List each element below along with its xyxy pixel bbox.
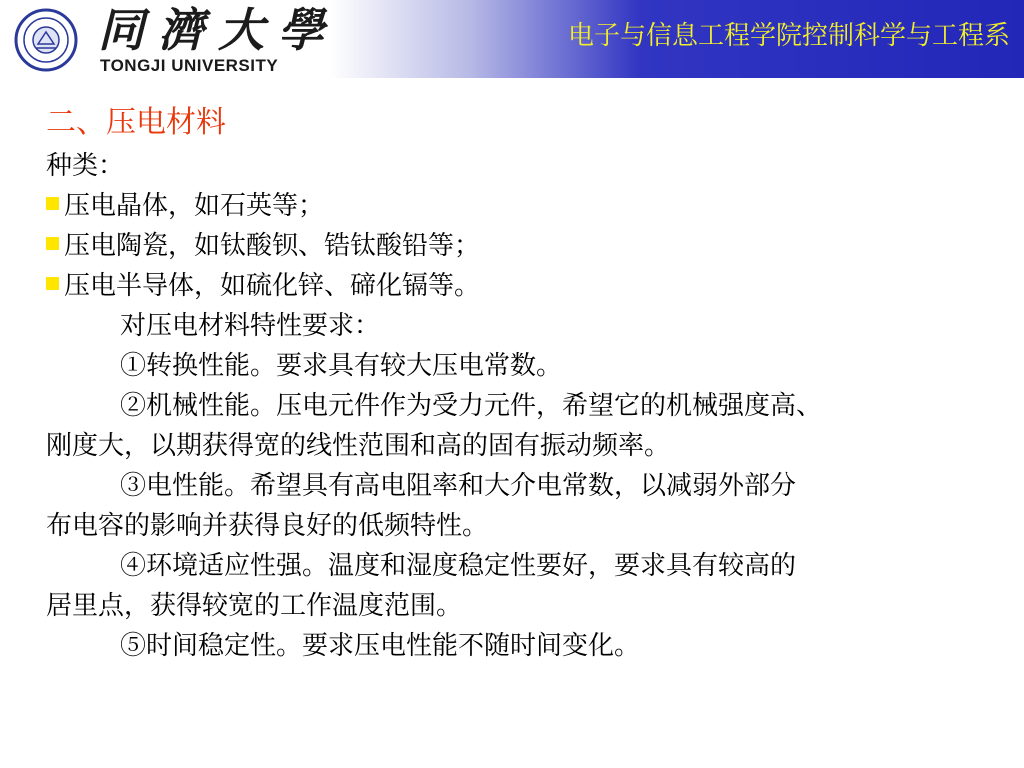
bullet-text: 压电陶瓷，如钛酸钡、锆钛酸铅等； [64, 231, 481, 261]
requirement-continuation: 布电容的影响并获得良好的低频特性。 [46, 511, 489, 541]
department-title: 电子与信息工程学院控制科学与工程系 [567, 21, 1010, 51]
requirement-line: ⑤时间稳定性。要求压电性能不随时间变化。 [120, 631, 641, 661]
requirement-continuation: 居里点，获得较宽的工作温度范围。 [46, 591, 463, 621]
bullet-text: 压电半导体，如硫化锌、碲化镉等。 [64, 271, 481, 301]
university-seal-icon [14, 8, 78, 72]
bullet-text: 压电晶体，如石英等； [64, 191, 325, 221]
university-logo-english: TONGJI UNIVERSITY [100, 56, 279, 75]
requirement-line: ②机械性能。压电元件作为受力元件，希望它的机械强度高、 [120, 391, 823, 421]
section-title: 二、压电材料 [46, 105, 226, 140]
slide-content [46, 100, 1024, 666]
slide-header [0, 0, 1024, 78]
square-bullet-icon [46, 237, 59, 250]
bullet-item [46, 186, 1024, 226]
requirement-heading: 对压电材料特性要求： [120, 311, 381, 341]
university-logo-chinese: 同濟大學 [98, 3, 338, 57]
bullet-item [46, 266, 1024, 306]
kinds-label: 种类： [46, 151, 125, 181]
square-bullet-icon [46, 277, 59, 290]
square-bullet-icon [46, 197, 59, 210]
requirement-line: ④环境适应性强。温度和湿度稳定性要好，要求具有较高的 [120, 551, 797, 581]
requirement-line: ③电性能。希望具有高电阻率和大介电常数，以减弱外部分 [120, 471, 797, 501]
requirement-continuation: 刚度大，以期获得宽的线性范围和高的固有振动频率。 [46, 431, 671, 461]
requirement-line: ①转换性能。要求具有较大压电常数。 [120, 351, 563, 381]
bullet-item [46, 226, 1024, 266]
